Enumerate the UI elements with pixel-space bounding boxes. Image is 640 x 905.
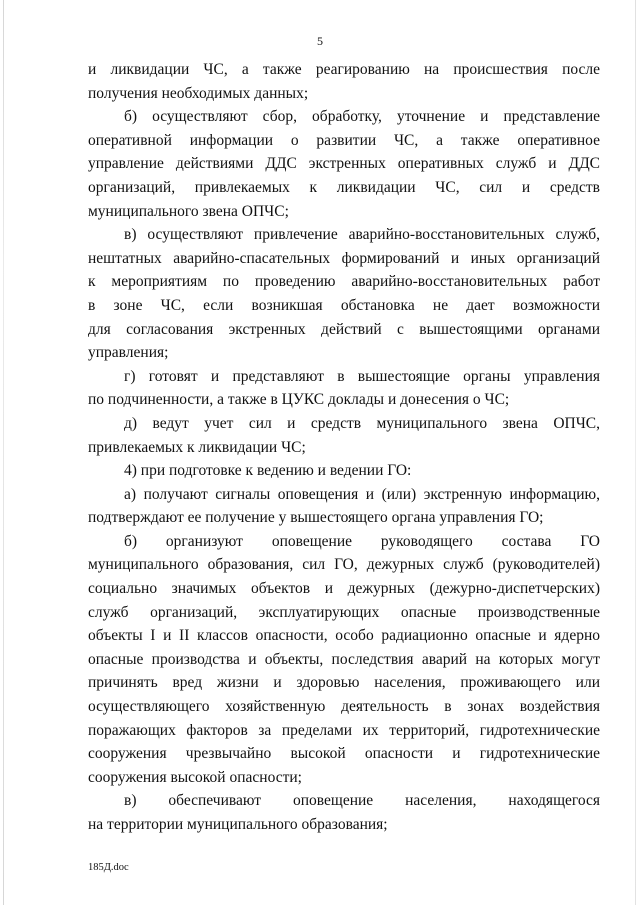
text-line: служб организаций, эксплуатирующих опасные производственные [88, 603, 600, 621]
text-line: муниципального образования, сил ГО, дежурных служб (руководителей) [88, 556, 600, 574]
text-line: в) осуществляют привлечение аварийно-восстановительных служб, [124, 226, 600, 244]
text-line: муниципального звена ОПЧС; [88, 202, 289, 220]
scan-edge-left [3, 0, 4, 905]
text-line: управления; [88, 344, 169, 362]
text-line: к мероприятиям по проведению аварийно-восстановительных работ [88, 273, 600, 291]
text-line: осуществляющего хозяйственную деятельность в зонах воздействия [88, 698, 600, 716]
text-line: и ликвидации ЧС, а также реагированию на происшествия после [88, 61, 600, 78]
text-line: 4) при подготовке к ведению и ведении ГО: [124, 462, 412, 480]
text-line: б) организуют оповещение руководящего состава ГО [124, 532, 600, 550]
text-line: управление действиями ДДС экстренных оперативных служб и ДДС [88, 155, 600, 173]
text-line: подтверждают ее получение у вышестоящего органа управления ГО; [88, 509, 544, 527]
text-line: нештатных аварийно-спасательных формирований и иных организаций [88, 249, 600, 267]
text-line: а) получают сигналы оповещения и (или) экстренную информацию, [124, 485, 600, 503]
text-line: поражающих факторов за пределами их территорий, гидротехнические [88, 721, 600, 739]
text-line: организаций, привлекаемых к ликвидации ЧС, сил и средств [88, 178, 600, 196]
text-line: социально значимых объектов и дежурных (дежурно-диспетчерских) [88, 580, 600, 598]
text-line: привлекаемых к ликвидации ЧС; [88, 438, 306, 456]
text-line: в зоне ЧС, если возникшая обстановка не дает возможности [88, 296, 600, 314]
text-line: на территории муниципального образования; [88, 816, 388, 833]
text-line: для согласования экстренных действий с вышестоящими органами [88, 320, 600, 338]
text-line: по подчиненности, а также в ЦУКС доклады и донесения о ЧС; [88, 391, 510, 409]
document-body [88, 58, 600, 837]
text-line: сооружения чрезвычайно высокой опасности и гидротехнические [88, 745, 600, 763]
page-number: 5 [317, 34, 323, 48]
text-line: сооружения высокой опасности; [88, 768, 302, 786]
text-line: г) готовят и представляют в вышестоящие органы управления [124, 367, 600, 385]
text-line: д) ведут учет сил и средств муниципального звена ОПЧС, [124, 414, 600, 432]
text-line: объекты I и II классов опасности, особо радиационно опасные и ядерно [88, 627, 600, 645]
text-line: опасные производства и объекты, последствия аварий на которых могут [88, 650, 600, 668]
text-line: оперативной информации о развитии ЧС, а также оперативное [88, 131, 600, 149]
text-line: причинять вред жизни и здоровью населения, проживающего или [88, 674, 600, 692]
text-line: в) обеспечивают оповещение населения, находящегося [124, 792, 600, 810]
scan-edge-right [635, 0, 636, 905]
text-line: получения необходимых данных; [88, 84, 309, 102]
text-line: б) осуществляют сбор, обработку, уточнение и представление [124, 108, 600, 126]
footer-filename: 185Д.doc [88, 862, 129, 873]
